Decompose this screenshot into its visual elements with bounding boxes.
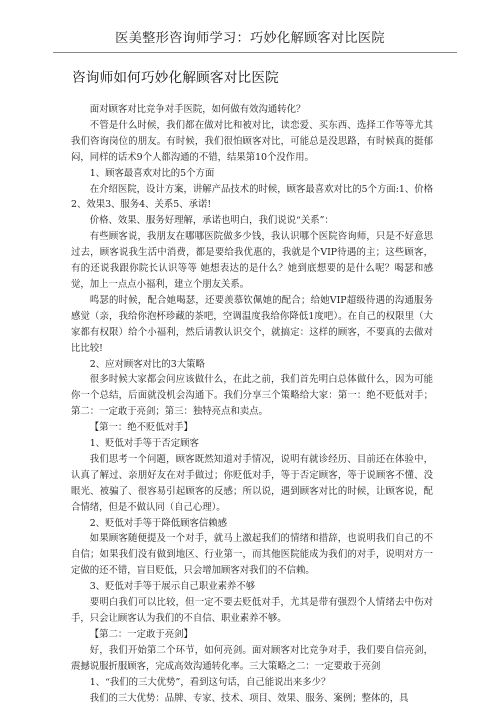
page-header: 医美整形咨询师学习：巧妙化解顾客对比医院: [115, 31, 385, 46]
header-divider: [53, 52, 457, 53]
section-heading: 3、贬低对手等于展示自己职业素养不够: [89, 581, 256, 593]
paragraph: 很多时候大家都会问应该做什么，在此之前，我们首先明白总体做什么，因为可能你一个总结，后面就没机会沟通下。我们分享三个策略给大家：第一：绝不贬低对手；第二：一定敢于亮剑；第三：独特亮点和卖点。: [71, 374, 433, 418]
section-heading: 1、顾客最喜欢对比的5个方面: [89, 167, 215, 179]
paragraph: 要明白我们可以比较，但一定不要去贬低对手，尤其是带有强烈个人情绪去中伤对手，只会让顾客认为我们的不自信、职业素养不够。: [71, 597, 433, 624]
paragraph: 如果顾客随便提及一个对手，就马上激起我们的情绪和措辞，也说明我们自己的不自信；如果我们没有做到地区、行业第一，而其他医院能成为我们的对手，说明对方一定做的还不错，盲目贬低，只会增加顾客对我们的不信赖。: [71, 533, 433, 577]
paragraph: 鸣瑟的时候，配合她喝瑟，还要羡慕钦佩她的配合；给她VIP超级待遇的沟通服务感觉（亲，我给你泡杯珍藏的茶吧，空调温度我给你降低1度吧）。在自己的权限里（大家都有权限）给个小福利，然后请教认识交个，就搞定：这样的顾客，不要真的去做对比比较!: [71, 294, 433, 354]
paragraph: 不管是什么时候，我们都在做对比和被对比，读恋爱、买东西、选择工作等等尤其我们咨询岗位的朋友。有时候，我们很怕顾客对比，可能总是没思路，有时候真的挺郁闷，同样的话术9个人都沟通的不错，结果第10个没作用。: [71, 119, 433, 163]
paragraph: 价格、效果、服务好理解，承诺也明白，我们说说“关系”：: [89, 215, 334, 227]
paragraph: 我们的三大优势：品牌、专家、技术、项目、效果、服务、案例；整体的，具: [89, 692, 409, 704]
paragraph: 我们思考一个问题，顾客既然知道对手情况，说明有就诊经历、目前还在体验中，认真了解过、亲朋好友在对手做过；你贬低对手，等于否定顾客，等于说顾客不懂、没眼光、被骗了、很容易引起顾客的反感；所以说，遇到顾客对比的时候，让顾客说，配合情绪，但是不做认同（自己心理）。: [71, 453, 433, 513]
paragraph: 在介绍医院，设计方案，讲解产品技术的时候，顾客最喜欢对比的5个方面:1、价格2、效果3、服务4、关系5、承诺!: [71, 183, 434, 211]
section-heading: 2、贬低对手等于降低顾客信赖感: [89, 517, 228, 529]
section-heading: 1、贬低对手等于否定顾客: [89, 438, 199, 450]
paragraph: 面对顾客对比竞争对手医院，如何做有效沟通转化？: [89, 104, 306, 115]
subsection-heading: 【第一：绝不贬低对手】: [89, 422, 193, 434]
document-body: [71, 102, 433, 706]
paragraph: 好，我们开始第二个环节，如何亮剑。面对顾客对比竞争对手，我们要自信亮剑，震撼说服折服顾客，完成高效沟通转化率。三大策略之二：一定要敢于亮剑: [71, 644, 433, 672]
section-heading: 2、应对顾客对比的3大策略: [89, 358, 205, 370]
paragraph: 有些顾客说，我朋友在哪哪医院做多少钱，我认识哪个医院咨询师，只是不好意思过去，顾客说我生活中消费，都是要给我优惠的，我就是个VIP待遇的主；这些顾客，有的还说我跟你院长认识等等 她想表达的是什么？她到底想要的是什么呢？喝瑟和感觉，加上一点点小福利，建立个朋友关系。: [71, 231, 433, 290]
subsection-heading: 【第二：一定敢于亮剑】: [89, 628, 193, 640]
section-heading: 1、“我们的三大优势”，看到这句话，自己能说出来多少？: [89, 676, 331, 688]
document-title: 咨询师如何巧妙化解顾客对比医院: [72, 70, 279, 86]
